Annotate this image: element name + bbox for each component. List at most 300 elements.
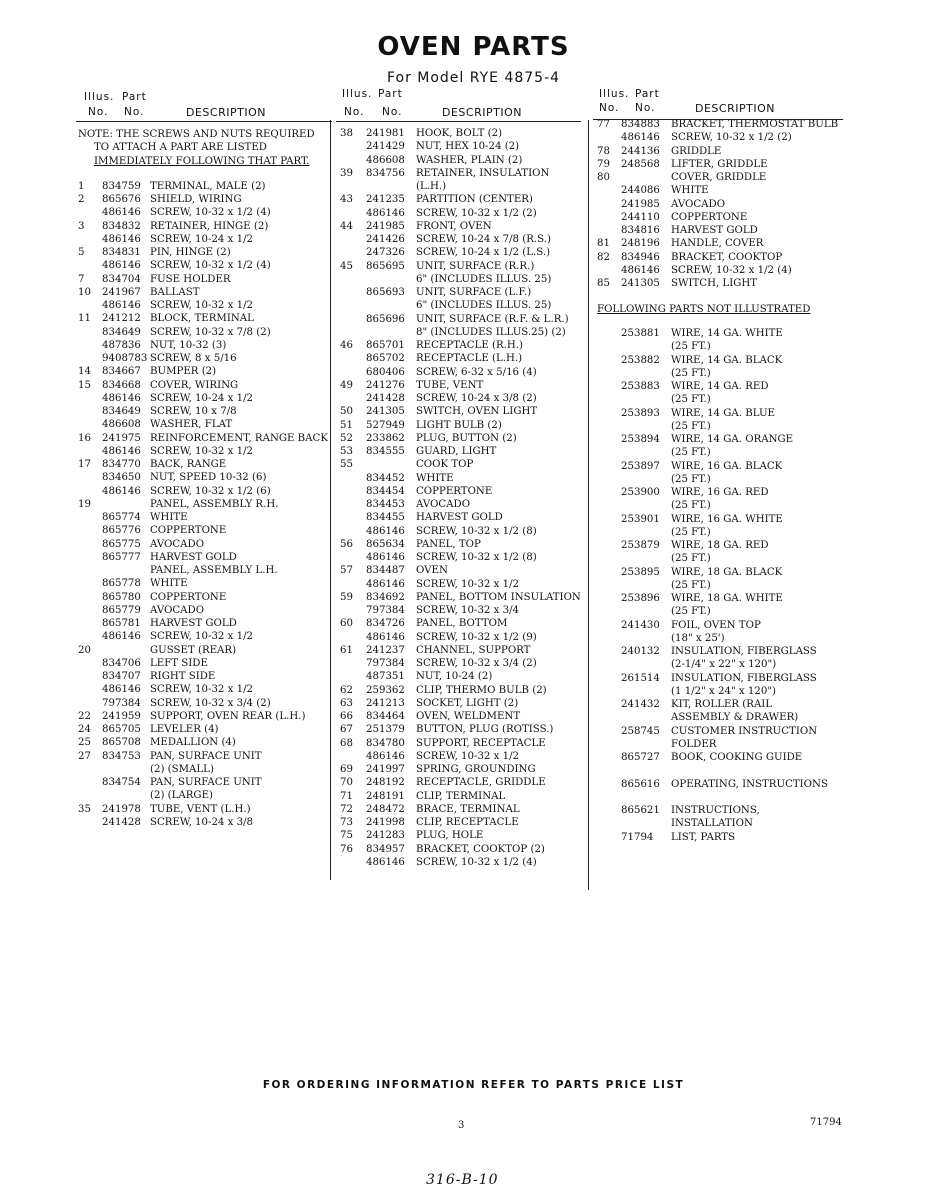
part-description: REINFORCEMENT, RANGE BACK: [150, 432, 328, 444]
part-number: 253896: [621, 593, 660, 605]
part-description: KIT, ROLLER (RAIL: [671, 699, 773, 711]
page-number: 3: [458, 1120, 465, 1131]
illus-number: 52: [340, 432, 353, 444]
part-description: BRACKET, COOKTOP (2): [416, 843, 545, 855]
part-description: RECEPTACLE (R.H.): [416, 340, 524, 351]
part-row: [336, 327, 581, 340]
part-number: 259362: [366, 684, 405, 696]
part-description: BLOCK, TERMINAL: [150, 313, 254, 325]
not-illustrated-item: [593, 726, 843, 753]
part-number: 247326: [366, 247, 405, 259]
not-illustrated-item: [593, 328, 843, 355]
part-description: COVER, WIRING: [150, 379, 239, 391]
part-description: SCREW, 10-24 x 7/8 (R.S.): [416, 234, 551, 245]
no-label: No.: [124, 106, 145, 118]
part-row: [76, 790, 332, 803]
part-row: [76, 578, 332, 591]
part-number: 834706: [102, 657, 141, 669]
part-description: WASHER, FLAT: [150, 419, 233, 431]
part-row: [76, 777, 332, 790]
not-illustrated-item: [593, 355, 843, 382]
part-description: SCREW, 10-24 x 1/2 (L.S.): [416, 247, 551, 259]
part-row: [76, 817, 332, 830]
header-rule: [336, 121, 581, 122]
illus-number: 20: [78, 644, 91, 656]
part-number: 241975: [102, 432, 141, 444]
illus-number: 35: [78, 803, 91, 815]
illus-number: 55: [340, 459, 353, 471]
illus-number: 79: [597, 158, 610, 170]
part-description: SCREW, 8 x 5/16: [150, 353, 237, 364]
part-description: CLIP, THERMO BULB (2): [416, 684, 547, 696]
part-description: BRACKET, THERMOSTAT BULB: [671, 119, 839, 130]
part-description: BACK, RANGE: [150, 459, 227, 470]
part-row: [76, 698, 332, 711]
not-illustrated-item: [593, 752, 843, 779]
not-illustrated-item: [593, 487, 843, 514]
part-description-cont: (2-1/4" x 22" x 120"): [671, 659, 777, 671]
part-number: 241959: [102, 710, 141, 722]
not-illustrated-item: [593, 646, 843, 673]
illus-number: 68: [340, 737, 353, 749]
part-description-cont: INSTALLATION: [671, 818, 753, 830]
part-row: [336, 420, 581, 433]
part-description: LEFT SIDE: [150, 657, 208, 669]
part-description: BUMPER (2): [150, 366, 217, 378]
part-row: [76, 433, 332, 446]
illus-number: 69: [340, 764, 353, 775]
part-number: 834487: [366, 565, 405, 577]
part-description: SCREW, 10-24 x 3/8 (2): [416, 393, 537, 404]
illus-number: 51: [340, 419, 353, 431]
part-row: [593, 278, 843, 291]
part-row: [76, 181, 332, 194]
no-label: No.: [344, 106, 365, 118]
part-description: FRONT, OVEN: [416, 220, 492, 232]
part-number: 253879: [621, 540, 660, 552]
part-row: [336, 473, 581, 486]
part-number: 527949: [366, 419, 405, 431]
part-description: TUBE, VENT: [416, 379, 484, 391]
part-number: 253893: [621, 407, 660, 419]
part-description: SWITCH, LIGHT: [671, 278, 758, 289]
part-row: [336, 208, 581, 221]
part-description: RECEPTACLE (L.H.): [416, 353, 523, 365]
part-number: 834754: [102, 777, 141, 788]
illus-number: 76: [340, 843, 353, 855]
part-description: SCREW, 10-32 x 3/4: [416, 605, 520, 616]
part-description: LEVELER (4): [150, 724, 219, 735]
part-description: LIFTER, GRIDDLE: [671, 158, 768, 170]
part-number: 253883: [621, 381, 660, 393]
part-number: 486146: [366, 578, 405, 590]
part-row: [76, 565, 332, 578]
part-number: 865696: [366, 313, 405, 325]
part-description: UNIT, SURFACE (R.R.): [416, 260, 535, 272]
part-description: COVER, GRIDDLE: [671, 172, 767, 183]
part-description: SCREW, 10-32 x 1/2: [150, 684, 254, 696]
part-description: HARVEST GOLD: [671, 225, 758, 236]
part-number: 241429: [366, 141, 405, 153]
part-row: [76, 234, 332, 247]
part-number: 865780: [102, 591, 141, 603]
illus-number: 71: [340, 790, 353, 802]
part-number: 834452: [366, 472, 405, 484]
part-description: SCREW, 10-32 x 1/2: [150, 631, 254, 643]
part-number: 865779: [102, 604, 141, 616]
part-row: [76, 380, 332, 393]
part-row: [593, 265, 843, 278]
not-illustrated-list: [593, 328, 843, 858]
part-description: INSULATION, FIBERGLASS: [671, 646, 817, 658]
part-description: SOCKET, LIGHT (2): [416, 697, 519, 709]
part-number: 244086: [621, 185, 660, 197]
part-row: [593, 119, 843, 132]
part-number: 865776: [102, 525, 141, 537]
part-row: [76, 499, 332, 512]
part-description: WIRE, 14 GA. WHITE: [671, 328, 783, 340]
part-number: 241426: [366, 234, 405, 245]
part-number: 834649: [102, 326, 141, 338]
part-number: 248196: [621, 238, 660, 250]
part-description: WHITE: [671, 185, 709, 197]
part-number: 797384: [366, 658, 405, 669]
part-description: TERMINAL, MALE (2): [150, 180, 266, 192]
part-row: [336, 791, 581, 804]
part-description: AVOCADO: [150, 604, 205, 616]
illus-number: 46: [340, 340, 353, 351]
part-description: COPPERTONE: [150, 525, 227, 537]
part-description-cont: (25 FT.): [671, 553, 711, 565]
part-number: 834454: [366, 485, 405, 497]
part-description: NUT, SPEED 10-32 (6): [150, 472, 267, 484]
handwritten-note: 316-B-10: [426, 1172, 499, 1188]
part-row: [336, 261, 581, 274]
illus-number: 11: [78, 313, 91, 325]
part-number: 865616: [621, 778, 660, 790]
part-row: [336, 314, 581, 327]
part-number: 865676: [102, 194, 141, 205]
part-description-cont: (25 FT.): [671, 526, 711, 538]
part-description-cont: (25 FT.): [671, 420, 711, 432]
part-row: [336, 777, 581, 790]
part-number: 487836: [102, 339, 141, 351]
part-number: 241235: [366, 194, 405, 206]
part-row: [76, 313, 332, 326]
part-number: 241985: [366, 220, 405, 232]
illus-number: 80: [597, 172, 610, 183]
part-description: LIST, PARTS: [671, 831, 736, 843]
part-row: [336, 194, 581, 207]
part-number: 865634: [366, 538, 405, 550]
part-row: [76, 419, 332, 432]
part-number: 241283: [366, 830, 405, 842]
part-number: 486146: [102, 445, 141, 457]
part-number: 241998: [366, 817, 405, 828]
part-description: OVEN: [416, 565, 448, 577]
part-description: SHIELD, WIRING: [150, 194, 242, 205]
parts-list: [593, 119, 843, 291]
part-description: SCREW, 10-32 x 1/2: [150, 300, 254, 311]
part-row: [76, 618, 332, 631]
part-description: HOOK, BOLT (2): [416, 128, 503, 139]
part-row: [76, 260, 332, 273]
part-row: [336, 605, 581, 618]
part-number: 865727: [621, 752, 660, 764]
part-row: [336, 552, 581, 565]
part-description: CLIP, RECEPTACLE: [416, 817, 519, 828]
part-description: (2) (LARGE): [150, 790, 213, 802]
part-description: HARVEST GOLD: [150, 618, 237, 629]
part-number: 241432: [621, 699, 660, 711]
part-description: SCREW, 10-32 x 1/2 (8): [416, 525, 537, 537]
part-row: [336, 724, 581, 737]
part-description: MEDALLION (4): [150, 737, 236, 749]
part-number: 834756: [366, 167, 405, 179]
part-number: 834707: [102, 671, 141, 682]
part-description: SCREW, 10-32 x 7/8 (2): [150, 326, 271, 338]
part-description: SCREW, 10-32 x 3/4 (2): [416, 658, 537, 669]
part-number: 834816: [621, 225, 660, 236]
part-row: [76, 592, 332, 605]
part-row: [593, 159, 843, 172]
part-number: 865778: [102, 578, 141, 590]
part-number: 834668: [102, 379, 141, 391]
part-description: SCREW, 10-24 x 1/2: [150, 233, 254, 245]
illus-number: 22: [78, 710, 91, 722]
part-number: 253897: [621, 460, 660, 472]
note-line: TO ATTACH A PART ARE LISTED: [94, 142, 267, 154]
part-description: TUBE, VENT (L.H.): [150, 803, 251, 815]
part-row: [336, 353, 581, 366]
part-description: GUARD, LIGHT: [416, 446, 497, 457]
part-number: 797384: [366, 605, 405, 616]
part-description-cont: (25 FT.): [671, 473, 711, 485]
illus-number: 67: [340, 724, 353, 736]
part-description: PANEL, BOTTOM: [416, 618, 508, 630]
part-description: WIRE, 16 GA. WHITE: [671, 513, 783, 525]
part-number: 865702: [366, 353, 405, 365]
part-number: 834726: [366, 618, 405, 630]
part-description: WIRE, 14 GA. RED: [671, 381, 769, 393]
parts-column-3: [593, 90, 843, 858]
part-row: [593, 212, 843, 225]
part-description: FOIL, OVEN TOP: [671, 619, 761, 631]
part-description: SUPPORT, OVEN REAR (L.H.): [150, 710, 306, 722]
part-number: 834832: [102, 220, 141, 232]
illus-number: 60: [340, 618, 353, 630]
part-row: [76, 459, 332, 472]
part-number: 241978: [102, 803, 141, 815]
part-description: 6" (INCLUDES ILLUS. 25): [416, 273, 552, 285]
description-label: DESCRIPTION: [695, 102, 775, 115]
part-number: 865774: [102, 512, 141, 523]
part-row: [76, 247, 332, 260]
illus-number: 17: [78, 459, 91, 470]
part-number: 486146: [102, 233, 141, 245]
part-number: 244136: [621, 145, 660, 157]
part-row: [336, 406, 581, 419]
part-number: 486146: [102, 207, 141, 219]
column-header: [336, 90, 581, 128]
illus-number: 59: [340, 591, 353, 603]
illus-number: 81: [597, 238, 610, 250]
part-description: RIGHT SIDE: [150, 671, 216, 682]
part-row: [336, 738, 581, 751]
part-row: [336, 817, 581, 830]
not-illustrated-item: [593, 381, 843, 408]
part-description: PANEL, ASSEMBLY L.H.: [150, 565, 278, 576]
part-description-cont: (25 FT.): [671, 606, 711, 618]
part-row: [336, 234, 581, 247]
illus-number: 15: [78, 379, 91, 391]
part-description: PAN, SURFACE UNIT: [150, 777, 262, 788]
part-description: HARVEST GOLD: [416, 512, 503, 524]
part-number: 251379: [366, 724, 405, 736]
part-description: NUT, 10-24 (2): [416, 671, 493, 683]
illus-number: 10: [78, 286, 91, 298]
part-number: 486146: [366, 552, 405, 563]
part-description: SCREW, 6-32 x 5/16 (4): [416, 366, 537, 378]
part-number: 834831: [102, 247, 141, 258]
illus-number: 16: [78, 432, 91, 444]
illus-number: 78: [597, 145, 610, 157]
part-number: 486146: [102, 684, 141, 696]
part-row: [336, 380, 581, 393]
part-description-cont: (18" x 25'): [671, 632, 725, 644]
part-description: PANEL, TOP: [416, 538, 481, 550]
part-description: FUSE HOLDER: [150, 273, 231, 285]
part-row: [76, 631, 332, 644]
part-number: 241997: [366, 764, 405, 775]
part-description: SCREW, 10-32 x 1/2 (4): [150, 260, 271, 272]
part-number: 486146: [102, 392, 141, 404]
illus-number: 27: [78, 750, 91, 762]
part-number: 253894: [621, 434, 660, 446]
illus-number: 61: [340, 644, 353, 656]
part-description: RETAINER, HINGE (2): [150, 220, 269, 232]
illus-number: 73: [340, 817, 353, 828]
part-number: 834770: [102, 459, 141, 470]
part-description: SCREW, 10-32 x 1/2 (8): [416, 552, 537, 563]
part-row: [336, 539, 581, 552]
part-number: 834453: [366, 499, 405, 510]
illus-number: 24: [78, 724, 91, 735]
part-number: 487351: [366, 671, 405, 683]
part-description: SCREW, 10-32 x 1/2 (4): [150, 207, 271, 219]
part-number: 680406: [366, 366, 405, 378]
part-number: 834692: [366, 591, 405, 603]
part-number: 486146: [102, 300, 141, 311]
illus-number: 14: [78, 366, 91, 378]
part-row: [336, 486, 581, 499]
part-number: 233862: [366, 432, 405, 444]
part-description: COPPERTONE: [671, 211, 748, 223]
illus-number: 85: [597, 278, 610, 289]
part-description: SCREW, 10-32 x 1/2 (4): [671, 264, 792, 276]
no-label: No.: [88, 106, 109, 118]
part-description: CLIP, TERMINAL: [416, 790, 506, 802]
part-number: 834704: [102, 273, 141, 285]
part-row: [76, 539, 332, 552]
part-row: [76, 353, 332, 366]
part-number: 241428: [366, 393, 405, 404]
part-row: [336, 618, 581, 631]
part-number: 834759: [102, 180, 141, 192]
part-description: PAN, SURFACE UNIT: [150, 750, 262, 762]
illus-number: 72: [340, 803, 353, 815]
part-number: 834667: [102, 366, 141, 378]
part-description: RETAINER, INSULATION: [416, 167, 550, 179]
part-description-cont: (25 FT.): [671, 367, 711, 379]
part-number: 253895: [621, 566, 660, 578]
part-description: SCREW, 10-24 x 1/2: [150, 392, 254, 404]
part-row: [76, 525, 332, 538]
part-description: HARVEST GOLD: [150, 551, 237, 563]
part-description: BUTTON, PLUG (ROTISS.): [416, 724, 554, 736]
part-row: [76, 804, 332, 817]
part-description-cont: (25 FT.): [671, 394, 711, 406]
part-label: Part: [378, 88, 403, 100]
part-number: 486146: [102, 485, 141, 497]
illus-number: 49: [340, 379, 353, 391]
part-row: [336, 340, 581, 353]
part-number: 486146: [621, 264, 660, 276]
part-description: BRACE, TERMINAL: [416, 803, 520, 815]
not-illustrated-heading: FOLLOWING PARTS NOT ILLUSTRATED: [597, 304, 811, 316]
part-number: 261514: [621, 672, 660, 684]
part-row: [76, 512, 332, 525]
part-row: [76, 207, 332, 220]
illus-number: 1: [78, 180, 85, 192]
illus-number: 7: [78, 273, 85, 285]
part-description: AVOCADO: [671, 198, 726, 210]
illus-number: 82: [597, 251, 610, 263]
part-row: [336, 433, 581, 446]
part-row: [76, 194, 332, 207]
part-number: 486146: [366, 207, 405, 219]
illus-label: Illus.: [342, 88, 373, 100]
part-number: 834946: [621, 251, 660, 263]
part-row: [336, 632, 581, 645]
illus-number: 66: [340, 711, 353, 722]
part-row: [593, 199, 843, 212]
part-description: WIRE, 18 GA. WHITE: [671, 593, 783, 605]
part-row: [593, 132, 843, 145]
part-row: [76, 486, 332, 499]
part-description: PIN, HINGE (2): [150, 247, 231, 258]
not-illustrated-item: [593, 514, 843, 541]
part-row: [76, 552, 332, 565]
part-row: [336, 751, 581, 764]
part-description: INSTRUCTIONS,: [671, 805, 760, 817]
part-row: [336, 128, 581, 141]
part-description: WHITE: [150, 512, 188, 523]
part-description: CHANNEL, SUPPORT: [416, 644, 531, 656]
part-number: 486146: [366, 856, 405, 868]
part-row: [76, 406, 332, 419]
illus-label: Illus.: [84, 91, 115, 103]
part-row: [76, 287, 332, 300]
illus-number: 56: [340, 538, 353, 550]
part-description: WIRE, 14 GA. BLACK: [671, 354, 783, 366]
part-number: 486608: [366, 154, 405, 166]
part-row: [336, 565, 581, 578]
part-row: [336, 274, 581, 287]
part-description: AVOCADO: [416, 499, 471, 510]
part-description-cont: (25 FT.): [671, 447, 711, 459]
part-description: (2) (SMALL): [150, 763, 214, 775]
